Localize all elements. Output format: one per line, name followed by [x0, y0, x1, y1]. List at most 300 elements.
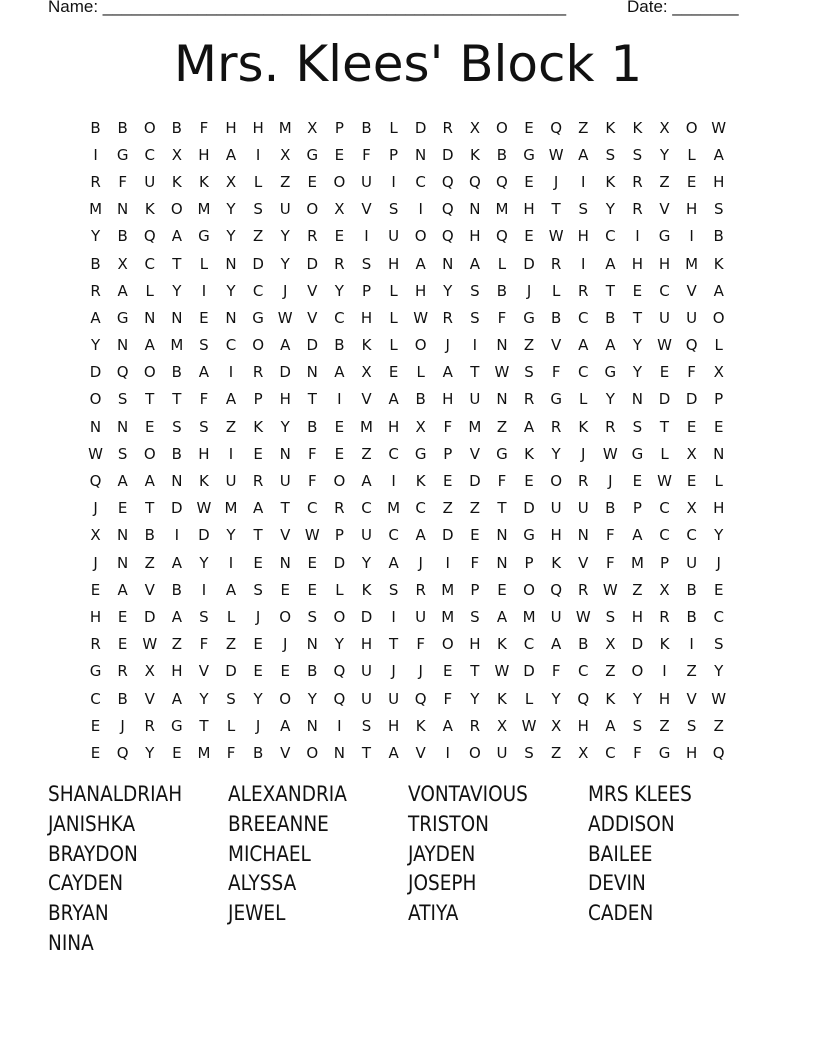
- grid-letter: O: [414, 227, 427, 246]
- grid-letter: W: [575, 607, 591, 626]
- grid-letter: N: [496, 390, 508, 409]
- grid-letter: V: [361, 200, 372, 219]
- grid-letter: Y: [334, 635, 344, 654]
- grid-letter: Z: [686, 662, 697, 681]
- grid-letter: G: [116, 145, 129, 164]
- grid-letter: C: [415, 172, 426, 191]
- grid-row: [82, 631, 732, 658]
- grid-letter: G: [658, 743, 671, 762]
- grid-letter: S: [632, 145, 643, 164]
- grid-row: [82, 250, 732, 277]
- grid-letter: S: [578, 200, 588, 219]
- grid-letter: E: [253, 635, 263, 654]
- grid-letter: Q: [89, 472, 102, 491]
- grid-letter: U: [360, 662, 372, 681]
- grid-letter: B: [496, 145, 508, 164]
- word-list-item: JOSEPH: [408, 871, 477, 896]
- grid-row: [82, 495, 732, 522]
- grid-letter: B: [686, 580, 697, 599]
- grid-letter: Q: [441, 172, 454, 191]
- grid-letter: Q: [577, 689, 590, 708]
- grid-letter: W: [521, 716, 537, 735]
- grid-letter: R: [144, 716, 155, 735]
- grid-letter: R: [578, 472, 589, 491]
- grid-letter: F: [362, 145, 371, 164]
- grid-letter: V: [415, 743, 426, 762]
- grid-letter: A: [605, 254, 616, 273]
- grid-letter: K: [415, 716, 426, 735]
- grid-letter: A: [442, 716, 453, 735]
- grid-letter: J: [526, 281, 532, 300]
- grid-letter: H: [713, 172, 725, 191]
- word-list-item: ADDISON: [588, 811, 675, 836]
- grid-letter: C: [252, 281, 264, 300]
- grid-letter: X: [551, 716, 562, 735]
- grid-letter: F: [551, 662, 561, 681]
- grid-letter: E: [632, 472, 643, 491]
- grid-letter: L: [199, 254, 209, 273]
- grid-letter: Y: [605, 200, 615, 219]
- grid-letter: B: [171, 363, 182, 382]
- grid-letter: T: [470, 363, 480, 382]
- grid-letter: U: [279, 200, 291, 219]
- grid-letter: T: [605, 281, 615, 300]
- grid-letter: D: [143, 607, 156, 626]
- grid-letter: V: [686, 689, 697, 708]
- grid-letter: E: [443, 662, 453, 681]
- grid-letter: H: [469, 227, 481, 246]
- grid-letter: U: [469, 390, 481, 409]
- grid-letter: X: [361, 363, 372, 382]
- grid-letter: G: [523, 308, 535, 327]
- grid-letter: V: [144, 689, 155, 708]
- grid-letter: V: [361, 390, 372, 409]
- grid-letter: N: [279, 444, 291, 463]
- grid-letter: N: [631, 390, 644, 409]
- grid-letter: Q: [496, 172, 508, 191]
- grid-letter: E: [172, 743, 182, 762]
- grid-letter: C: [713, 607, 724, 626]
- grid-letter: F: [307, 472, 317, 491]
- grid-letter: G: [550, 390, 562, 409]
- grid-letter: J: [418, 553, 423, 572]
- grid-letter: R: [632, 200, 643, 219]
- grid-letter: G: [116, 308, 129, 327]
- word-list: [48, 780, 768, 959]
- grid-letter: U: [144, 172, 156, 191]
- grid-letter: M: [89, 200, 103, 219]
- grid-letter: S: [686, 716, 697, 735]
- grid-letter: A: [388, 553, 399, 572]
- grid-row: [82, 603, 732, 630]
- grid-letter: Z: [442, 499, 453, 518]
- grid-letter: C: [415, 499, 426, 518]
- grid-letter: V: [144, 580, 155, 599]
- grid-letter: A: [171, 607, 182, 626]
- grid-letter: N: [279, 553, 291, 572]
- grid-letter: O: [89, 390, 102, 409]
- grid-letter: D: [523, 499, 535, 518]
- grid-letter: S: [605, 145, 616, 164]
- grid-letter: H: [577, 716, 589, 735]
- grid-letter: A: [225, 580, 237, 599]
- grid-letter: J: [716, 553, 721, 572]
- grid-letter: T: [361, 743, 372, 762]
- grid-letter: Y: [145, 743, 155, 762]
- grid-letter: Y: [470, 689, 480, 708]
- grid-letter: D: [360, 607, 373, 626]
- grid-letter: N: [117, 553, 129, 572]
- grid-letter: Z: [605, 662, 616, 681]
- grid-letter: G: [496, 444, 508, 463]
- grid-letter: R: [605, 417, 616, 436]
- grid-letter: H: [631, 254, 644, 273]
- grid-letter: H: [523, 200, 535, 219]
- grid-letter: S: [226, 689, 236, 708]
- grid-letter: S: [470, 281, 480, 300]
- word-list-item: ALEXANDRIA: [228, 782, 347, 806]
- grid-row: [82, 304, 732, 331]
- grid-letter: A: [442, 363, 453, 382]
- grid-letter: M: [468, 417, 482, 436]
- grid-letter: E: [524, 472, 534, 491]
- grid-letter: P: [361, 281, 371, 300]
- grid-letter: I: [201, 580, 207, 599]
- grid-letter: D: [523, 254, 535, 273]
- grid-letter: C: [686, 526, 697, 545]
- grid-letter: N: [713, 444, 725, 463]
- grid-letter: Q: [143, 227, 156, 246]
- grid-letter: D: [333, 553, 346, 572]
- grid-letter: I: [445, 553, 450, 572]
- grid-letter: B: [252, 743, 264, 762]
- grid-letter: C: [90, 689, 101, 708]
- grid-letter: R: [659, 607, 670, 626]
- grid-letter: I: [201, 281, 207, 300]
- grid-letter: N: [144, 308, 156, 327]
- grid-letter: R: [307, 227, 318, 246]
- grid-letter: U: [415, 607, 427, 626]
- grid-letter: S: [199, 607, 209, 626]
- grid-letter: T: [145, 499, 155, 518]
- grid-letter: V: [280, 526, 291, 545]
- grid-letter: U: [388, 227, 400, 246]
- grid-letter: D: [469, 472, 481, 491]
- grid-letter: M: [441, 580, 455, 599]
- grid-letter: C: [307, 499, 318, 518]
- grid-letter: A: [388, 743, 399, 762]
- grid-letter: Y: [361, 553, 372, 572]
- grid-letter: S: [713, 635, 724, 654]
- grid-letter: I: [337, 716, 342, 735]
- grid-letter: C: [659, 281, 670, 300]
- grid-letter: F: [199, 390, 209, 409]
- grid-letter: E: [713, 417, 724, 436]
- grid-letter: E: [443, 472, 453, 491]
- grid-letter: I: [635, 227, 640, 246]
- grid-letter: H: [198, 145, 210, 164]
- word-list-item: NINA: [48, 930, 94, 955]
- grid-letter: K: [497, 689, 507, 708]
- grid-letter: Y: [172, 281, 182, 300]
- grid-row: [82, 685, 732, 712]
- grid-letter: O: [143, 363, 156, 382]
- grid-letter: L: [579, 390, 588, 409]
- grid-letter: W: [548, 145, 564, 164]
- grid-letter: Y: [659, 145, 670, 164]
- grid-letter: V: [659, 200, 670, 219]
- grid-letter: Y: [280, 417, 290, 436]
- grid-letter: A: [225, 390, 237, 409]
- grid-letter: U: [550, 499, 562, 518]
- grid-letter: J: [282, 281, 288, 300]
- grid-letter: E: [253, 662, 263, 681]
- grid-letter: L: [226, 716, 236, 735]
- grid-letter: J: [255, 716, 261, 735]
- grid-letter: S: [713, 200, 724, 219]
- grid-letter: M: [630, 553, 644, 572]
- grid-letter: A: [90, 308, 101, 327]
- grid-letter: L: [687, 145, 696, 164]
- grid-letter: N: [89, 417, 102, 436]
- grid-letter: K: [469, 145, 480, 164]
- grid-letter: X: [713, 363, 724, 382]
- grid-letter: D: [685, 390, 698, 409]
- grid-letter: A: [388, 390, 399, 409]
- grid-letter: J: [608, 472, 613, 491]
- grid-letter: J: [581, 444, 586, 463]
- grid-letter: N: [306, 635, 318, 654]
- grid-letter: S: [117, 444, 128, 463]
- grid-letter: F: [226, 743, 236, 762]
- grid-letter: Q: [468, 172, 481, 191]
- grid-letter: R: [550, 417, 562, 436]
- grid-letter: A: [171, 689, 182, 708]
- grid-letter: K: [253, 417, 264, 436]
- grid-letter: P: [659, 553, 670, 572]
- grid-letter: K: [199, 172, 209, 191]
- grid-letter: R: [252, 472, 264, 491]
- grid-letter: Y: [280, 254, 290, 273]
- grid-letter: O: [306, 200, 319, 219]
- grid-letter: X: [659, 118, 670, 137]
- grid-letter: H: [713, 499, 725, 518]
- grid-letter: B: [90, 254, 101, 273]
- grid-letter: S: [253, 200, 263, 219]
- grid-letter: A: [361, 472, 372, 491]
- grid-letter: Q: [116, 363, 129, 382]
- grid-letter: E: [307, 580, 318, 599]
- grid-letter: N: [496, 336, 508, 355]
- grid-letter: Q: [116, 743, 129, 762]
- grid-letter: J: [93, 553, 98, 572]
- grid-letter: T: [632, 308, 642, 327]
- grid-letter: K: [497, 635, 507, 654]
- grid-letter: E: [90, 743, 101, 762]
- grid-letter: O: [468, 743, 481, 762]
- grid-letter: F: [606, 526, 615, 545]
- grid-letter: T: [551, 200, 561, 219]
- grid-letter: I: [472, 336, 478, 355]
- grid-letter: F: [443, 417, 453, 436]
- grid-letter: Z: [523, 336, 535, 355]
- grid-letter: B: [117, 689, 128, 708]
- grid-letter: E: [524, 227, 534, 246]
- grid-letter: B: [578, 635, 589, 654]
- grid-letter: Y: [605, 390, 615, 409]
- grid-letter: C: [361, 499, 372, 518]
- grid-letter: Y: [551, 689, 561, 708]
- grid-letter: E: [253, 444, 263, 463]
- grid-letter: A: [225, 145, 237, 164]
- grid-letter: K: [171, 172, 182, 191]
- grid-letter: W: [494, 662, 510, 681]
- grid-letter: R: [90, 635, 101, 654]
- grid-letter: L: [335, 580, 344, 599]
- grid-letter: N: [171, 308, 183, 327]
- grid-letter: Z: [361, 444, 372, 463]
- grid-letter: L: [497, 254, 507, 273]
- grid-letter: I: [391, 172, 396, 191]
- date-field-line: Date: _______: [627, 0, 739, 16]
- grid-letter: G: [658, 227, 671, 246]
- word-list-item: ALYSSA: [228, 871, 297, 896]
- grid-row: [82, 413, 732, 440]
- grid-row: [82, 739, 732, 766]
- grid-letter: C: [388, 526, 399, 545]
- grid-letter: Y: [226, 526, 236, 545]
- grid-letter: R: [252, 363, 264, 382]
- grid-letter: T: [388, 635, 399, 654]
- grid-letter: P: [334, 118, 344, 137]
- grid-letter: C: [605, 227, 616, 246]
- grid-letter: E: [280, 662, 290, 681]
- grid-letter: E: [90, 580, 101, 599]
- grid-letter: X: [307, 118, 318, 137]
- grid-letter: Y: [334, 281, 344, 300]
- grid-letter: B: [415, 390, 426, 409]
- grid-letter: X: [225, 172, 237, 191]
- grid-letter: N: [117, 526, 129, 545]
- grid-row: [82, 168, 732, 195]
- grid-letter: E: [334, 444, 345, 463]
- grid-letter: C: [144, 145, 155, 164]
- grid-letter: W: [548, 227, 564, 246]
- grid-letter: T: [199, 716, 209, 735]
- grid-letter: A: [578, 145, 589, 164]
- grid-letter: M: [522, 607, 536, 626]
- grid-letter: K: [551, 553, 562, 572]
- grid-letter: D: [441, 526, 454, 545]
- word-list-item: ATIYA: [408, 901, 459, 926]
- grid-letter: L: [389, 336, 398, 355]
- grid-letter: W: [602, 444, 618, 463]
- grid-letter: X: [686, 444, 697, 463]
- grid-letter: Y: [632, 689, 642, 708]
- grid-letter: S: [361, 254, 372, 273]
- grid-letter: I: [337, 390, 342, 409]
- grid-letter: I: [228, 363, 234, 382]
- grid-letter: E: [632, 281, 643, 300]
- grid-letter: L: [145, 281, 154, 300]
- grid-letter: O: [279, 607, 292, 626]
- grid-letter: G: [198, 227, 210, 246]
- grid-letter: H: [198, 444, 210, 463]
- grid-letter: A: [496, 607, 508, 626]
- grid-letter: Z: [225, 635, 237, 654]
- grid-letter: C: [659, 526, 670, 545]
- grid-row: [82, 359, 732, 386]
- grid-letter: X: [605, 635, 616, 654]
- grid-letter: F: [497, 308, 507, 327]
- grid-letter: G: [523, 145, 535, 164]
- word-list-item: BRYAN: [48, 901, 109, 926]
- grid-letter: Z: [225, 417, 237, 436]
- grid-letter: Y: [199, 689, 209, 708]
- grid-letter: R: [90, 172, 101, 191]
- grid-letter: O: [631, 662, 644, 681]
- grid-letter: N: [415, 145, 427, 164]
- grid-letter: Q: [333, 662, 346, 681]
- grid-letter: E: [117, 499, 128, 518]
- grid-letter: K: [605, 689, 616, 708]
- grid-letter: K: [713, 254, 724, 273]
- grid-letter: L: [524, 689, 534, 708]
- grid-letter: K: [144, 200, 155, 219]
- grid-letter: X: [686, 499, 697, 518]
- grid-letter: N: [306, 716, 318, 735]
- grid-letter: B: [117, 118, 128, 137]
- grid-letter: G: [523, 526, 535, 545]
- grid-letter: F: [307, 444, 317, 463]
- grid-letter: L: [714, 336, 723, 355]
- grid-letter: I: [391, 607, 396, 626]
- grid-row: [82, 522, 732, 549]
- grid-letter: X: [144, 662, 155, 681]
- grid-letter: L: [389, 281, 398, 300]
- grid-letter: W: [413, 308, 429, 327]
- grid-letter: E: [659, 363, 670, 382]
- grid-letter: O: [712, 308, 725, 327]
- grid-letter: A: [713, 145, 724, 164]
- grid-letter: D: [523, 662, 535, 681]
- grid-letter: E: [334, 417, 345, 436]
- grid-letter: Z: [713, 716, 724, 735]
- grid-letter: T: [280, 499, 290, 518]
- grid-letter: E: [524, 118, 534, 137]
- grid-letter: J: [120, 716, 125, 735]
- grid-letter: U: [388, 689, 400, 708]
- grid-letter: V: [578, 553, 589, 572]
- grid-row: [82, 549, 732, 576]
- grid-letter: P: [253, 390, 263, 409]
- grid-row: [82, 277, 732, 304]
- grid-letter: W: [304, 526, 320, 545]
- grid-letter: Y: [226, 200, 236, 219]
- word-list-item: JEWEL: [228, 901, 286, 926]
- grid-letter: D: [414, 118, 427, 137]
- grid-letter: Y: [307, 689, 317, 708]
- grid-letter: A: [415, 254, 426, 273]
- grid-letter: E: [144, 417, 155, 436]
- grid-letter: B: [361, 118, 372, 137]
- grid-letter: A: [605, 336, 616, 355]
- grid-letter: N: [117, 336, 129, 355]
- grid-letter: B: [171, 118, 182, 137]
- grid-letter: O: [333, 472, 346, 491]
- grid-letter: A: [117, 580, 128, 599]
- grid-letter: R: [415, 580, 426, 599]
